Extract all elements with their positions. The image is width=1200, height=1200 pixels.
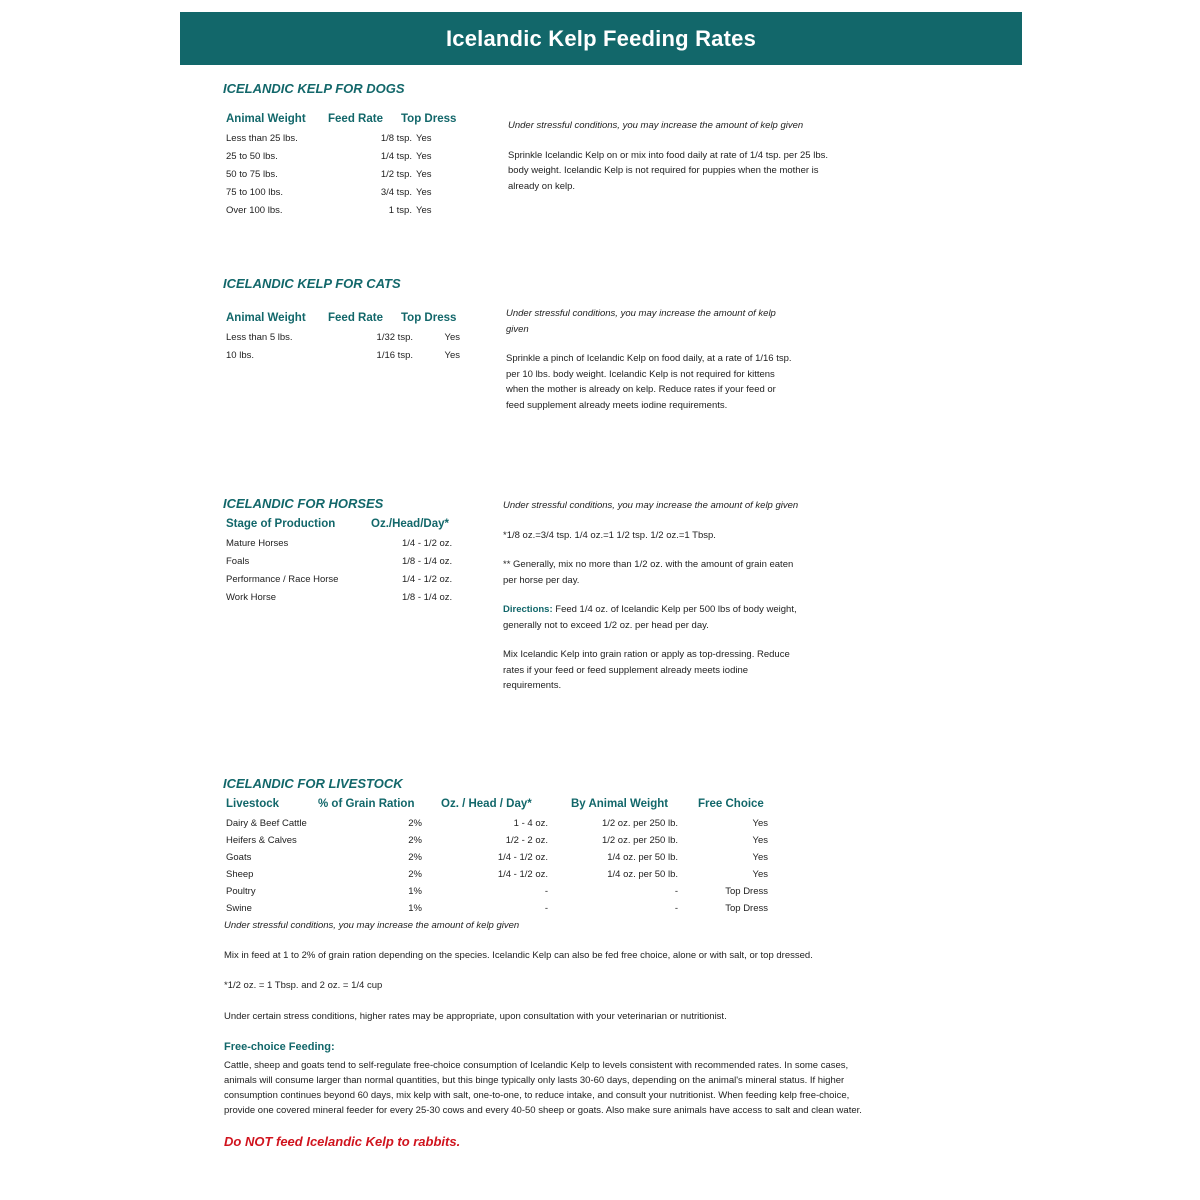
livestock-stress-note: Under stressful conditions, you may increase the amount of kelp given	[224, 920, 520, 931]
free-choice-paragraph	[224, 1058, 862, 1118]
table-row	[226, 818, 786, 835]
table-row	[226, 332, 476, 350]
livestock-grain-cell: 2%	[408, 835, 422, 846]
table-row	[226, 205, 476, 223]
horses-conversion-note: *1/8 oz.=3/4 tsp. 1/4 oz.=1 1/2 tsp. 1/2 oz.=1 Tbsp.	[503, 529, 716, 541]
dogs-weight-cell: 50 to 75 lbs.	[226, 169, 278, 180]
livestock-freechoice-cell: Yes	[752, 835, 768, 846]
free-choice-line: Cattle, sheep and goats tend to self-regulate free-choice consumption of Icelandic Kelp to levels consistent with recommended rates. In some cases,	[224, 1060, 849, 1071]
livestock-header-oz: Oz. / Head / Day*	[441, 798, 532, 810]
title-banner	[180, 12, 1022, 65]
free-choice-title: Free-choice Feeding:	[224, 1041, 335, 1053]
dogs-topdress-cell: Yes	[416, 169, 432, 180]
livestock-grain-cell: 2%	[408, 869, 422, 880]
cats-table	[226, 332, 476, 368]
horses-amount-cell: 1/4 - 1/2 oz.	[402, 574, 453, 585]
livestock-table	[226, 818, 786, 920]
table-row	[226, 350, 476, 368]
cats-header-topdress: Top Dress	[401, 312, 457, 324]
dogs-rate-cell: 1/2 tsp.	[380, 169, 412, 180]
free-choice-line: animals will consume larger than normal quantities, but this binge typically only lasts 30-60 days, depending on the animal's mineral status. If higher	[224, 1075, 845, 1086]
livestock-oz-cell: -	[544, 886, 548, 897]
table-row	[226, 151, 476, 169]
horses-amount-cell: 1/8 - 1/4 oz.	[402, 556, 453, 567]
cats-instructions: Sprinkle a pinch of Icelandic Kelp on food daily, at a rate of 1/16 tsp. per 10 lbs. body weight. Icelandic Kelp is not required for kittens when the mother is already on kelp. Reduce rates if your feed or feed supplement already meets iodine requirements.	[506, 353, 792, 411]
livestock-weight-cell: 1/4 oz. per 50 lb.	[607, 852, 678, 863]
livestock-header-type: Livestock	[226, 798, 280, 810]
dogs-topdress-cell: Yes	[416, 205, 432, 216]
dogs-rate-cell: 1 tsp.	[388, 205, 412, 216]
cats-topdress-cell: Yes	[444, 350, 460, 361]
table-row	[226, 869, 786, 886]
dogs-weight-cell: 25 to 50 lbs.	[226, 151, 278, 162]
horses-mix-note: Mix Icelandic Kelp into grain ration or apply as top-dressing. Reduce rates if your feed or feed supplement already meets iodine requirements.	[503, 649, 790, 691]
table-row	[226, 169, 476, 187]
livestock-mix-text: Mix in feed at 1 to 2% of grain ration depending on the species. Icelandic Kelp can also be fed free choice, alone or with salt, or top dressed.	[224, 950, 813, 961]
horses-amount-cell: 1/4 - 1/2 oz.	[402, 538, 453, 549]
livestock-oz-cell: -	[544, 903, 548, 914]
livestock-grain-cell: 1%	[408, 886, 422, 897]
dogs-header-weight: Animal Weight	[226, 113, 306, 125]
livestock-header-freechoice: Free Choice	[698, 798, 764, 810]
livestock-freechoice-cell: Yes	[752, 818, 768, 829]
table-row	[226, 886, 786, 903]
livestock-freechoice-cell: Yes	[752, 852, 768, 863]
free-choice-line: provide one covered mineral feeder for every 25-30 cows and every 40-50 sheep or goats. Also make sure animals have access to salt and clean water.	[224, 1105, 862, 1116]
livestock-weight-cell: -	[674, 886, 678, 897]
cats-stress-note: Under stressful conditions, you may increase the amount of kelp given	[506, 308, 776, 335]
livestock-oz-cell: 1/4 - 1/2 oz.	[497, 869, 548, 880]
livestock-oz-cell: 1/2 - 2 oz.	[505, 835, 548, 846]
livestock-grain-cell: 2%	[408, 818, 422, 829]
rabbit-warning: Do NOT feed Icelandic Kelp to rabbits.	[224, 1134, 461, 1149]
horses-header-stage: Stage of Production	[226, 518, 336, 530]
cats-weight-cell: Less than 5 lbs.	[226, 332, 293, 343]
livestock-type-cell: Sheep	[226, 869, 254, 880]
horses-stage-cell: Work Horse	[226, 592, 276, 603]
livestock-weight-cell: 1/2 oz. per 250 lb.	[601, 818, 678, 829]
livestock-header-grain: % of Grain Ration	[318, 798, 415, 810]
cats-weight-cell: 10 lbs.	[226, 350, 254, 361]
page-title: Icelandic Kelp Feeding Rates	[445, 25, 757, 51]
livestock-weight-cell: -	[674, 903, 678, 914]
dogs-rate-cell: 1/4 tsp.	[380, 151, 412, 162]
horses-header-amount: Oz./Head/Day*	[371, 518, 449, 530]
dogs-instructions: Sprinkle Icelandic Kelp on or mix into food daily at rate of 1/4 tsp. per 25 lbs. body weight. Icelandic Kelp is not required for puppies when the mother is already on kelp.	[508, 149, 829, 192]
livestock-section-title: ICELANDIC FOR LIVESTOCK	[223, 776, 403, 791]
dogs-topdress-cell: Yes	[416, 187, 432, 198]
dogs-weight-cell: Over 100 lbs.	[226, 205, 283, 216]
dogs-weight-cell: Less than 25 lbs.	[226, 133, 298, 144]
livestock-type-cell: Poultry	[226, 886, 256, 897]
dogs-header-topdress: Top Dress	[401, 113, 457, 125]
dogs-section-title: ICELANDIC KELP FOR DOGS	[223, 81, 405, 96]
livestock-freechoice-cell: Top Dress	[725, 903, 768, 914]
livestock-stress-text: Under certain stress conditions, higher rates may be appropriate, upon consultation with your veterinarian or nutritionist.	[224, 1011, 727, 1022]
cats-header-weight: Animal Weight	[226, 312, 306, 324]
dogs-table	[226, 133, 476, 223]
livestock-weight-cell: 1/4 oz. per 50 lb.	[607, 869, 678, 880]
horses-stress-note: Under stressful conditions, you may increase the amount of kelp given	[503, 500, 799, 511]
dogs-stress-note: Under stressful conditions, you may increase the amount of kelp given	[508, 120, 804, 131]
dogs-topdress-cell: Yes	[416, 133, 432, 144]
livestock-oz-cell: 1/4 - 1/2 oz.	[497, 852, 548, 863]
livestock-grain-cell: 1%	[408, 903, 422, 914]
cats-notes	[506, 306, 796, 427]
horses-section-title: ICELANDIC FOR HORSES	[223, 496, 384, 511]
horses-stage-cell: Mature Horses	[226, 538, 289, 549]
horses-stage-cell: Performance / Race Horse	[226, 574, 339, 585]
table-row	[226, 574, 476, 592]
dogs-rate-cell: 1/8 tsp.	[380, 133, 412, 144]
livestock-oz-cell: 1 - 4 oz.	[513, 818, 548, 829]
livestock-header-weight: By Animal Weight	[571, 798, 669, 810]
livestock-type-cell: Heifers & Calves	[226, 835, 297, 846]
livestock-freechoice-cell: Top Dress	[725, 886, 768, 897]
dogs-rate-cell: 3/4 tsp.	[380, 187, 412, 198]
cats-rate-cell: 1/16 tsp.	[376, 350, 413, 361]
horses-directions	[503, 602, 803, 633]
table-row	[226, 538, 476, 556]
livestock-type-cell: Dairy & Beef Cattle	[226, 818, 307, 829]
table-row	[226, 556, 476, 574]
livestock-type-cell: Swine	[226, 903, 252, 914]
cats-section-title: ICELANDIC KELP FOR CATS	[223, 276, 401, 291]
dogs-notes	[508, 118, 848, 208]
horses-amount-cell: 1/8 - 1/4 oz.	[402, 592, 453, 603]
horses-stage-cell: Foals	[226, 556, 250, 567]
horses-table	[226, 538, 476, 610]
directions-text: Feed 1/4 oz. of Icelandic Kelp per 500 lbs of body weight, generally not to exceed 1/2 oz. per head per day.	[503, 604, 797, 631]
table-row	[226, 835, 786, 852]
livestock-freechoice-cell: Yes	[752, 869, 768, 880]
livestock-grain-cell: 2%	[408, 852, 422, 863]
table-row	[226, 133, 476, 151]
livestock-weight-cell: 1/2 oz. per 250 lb.	[601, 835, 678, 846]
horses-grain-note: ** Generally, mix no more than 1/2 oz. with the amount of grain eaten per horse per day.	[503, 559, 794, 586]
free-choice-line: consumption continues beyond 60 days, mix kelp with salt, one-to-one, to reduce intake, and consult your nutritionist. When feeding kelp free-choice,	[224, 1090, 850, 1101]
cats-header-rate: Feed Rate	[328, 312, 383, 324]
table-row	[226, 852, 786, 869]
dogs-header-rate: Feed Rate	[328, 113, 383, 125]
table-row	[226, 187, 476, 205]
livestock-conversion: *1/2 oz. = 1 Tbsp. and 2 oz. = 1/4 cup	[224, 980, 383, 991]
cats-rate-cell: 1/32 tsp.	[376, 332, 413, 343]
cats-topdress-cell: Yes	[444, 332, 460, 343]
horses-notes	[503, 498, 803, 708]
dogs-weight-cell: 75 to 100 lbs.	[226, 187, 284, 198]
livestock-type-cell: Goats	[226, 852, 252, 863]
directions-label: Directions:	[503, 604, 553, 615]
dogs-topdress-cell: Yes	[416, 151, 432, 162]
table-row	[226, 592, 476, 610]
table-row	[226, 903, 786, 920]
